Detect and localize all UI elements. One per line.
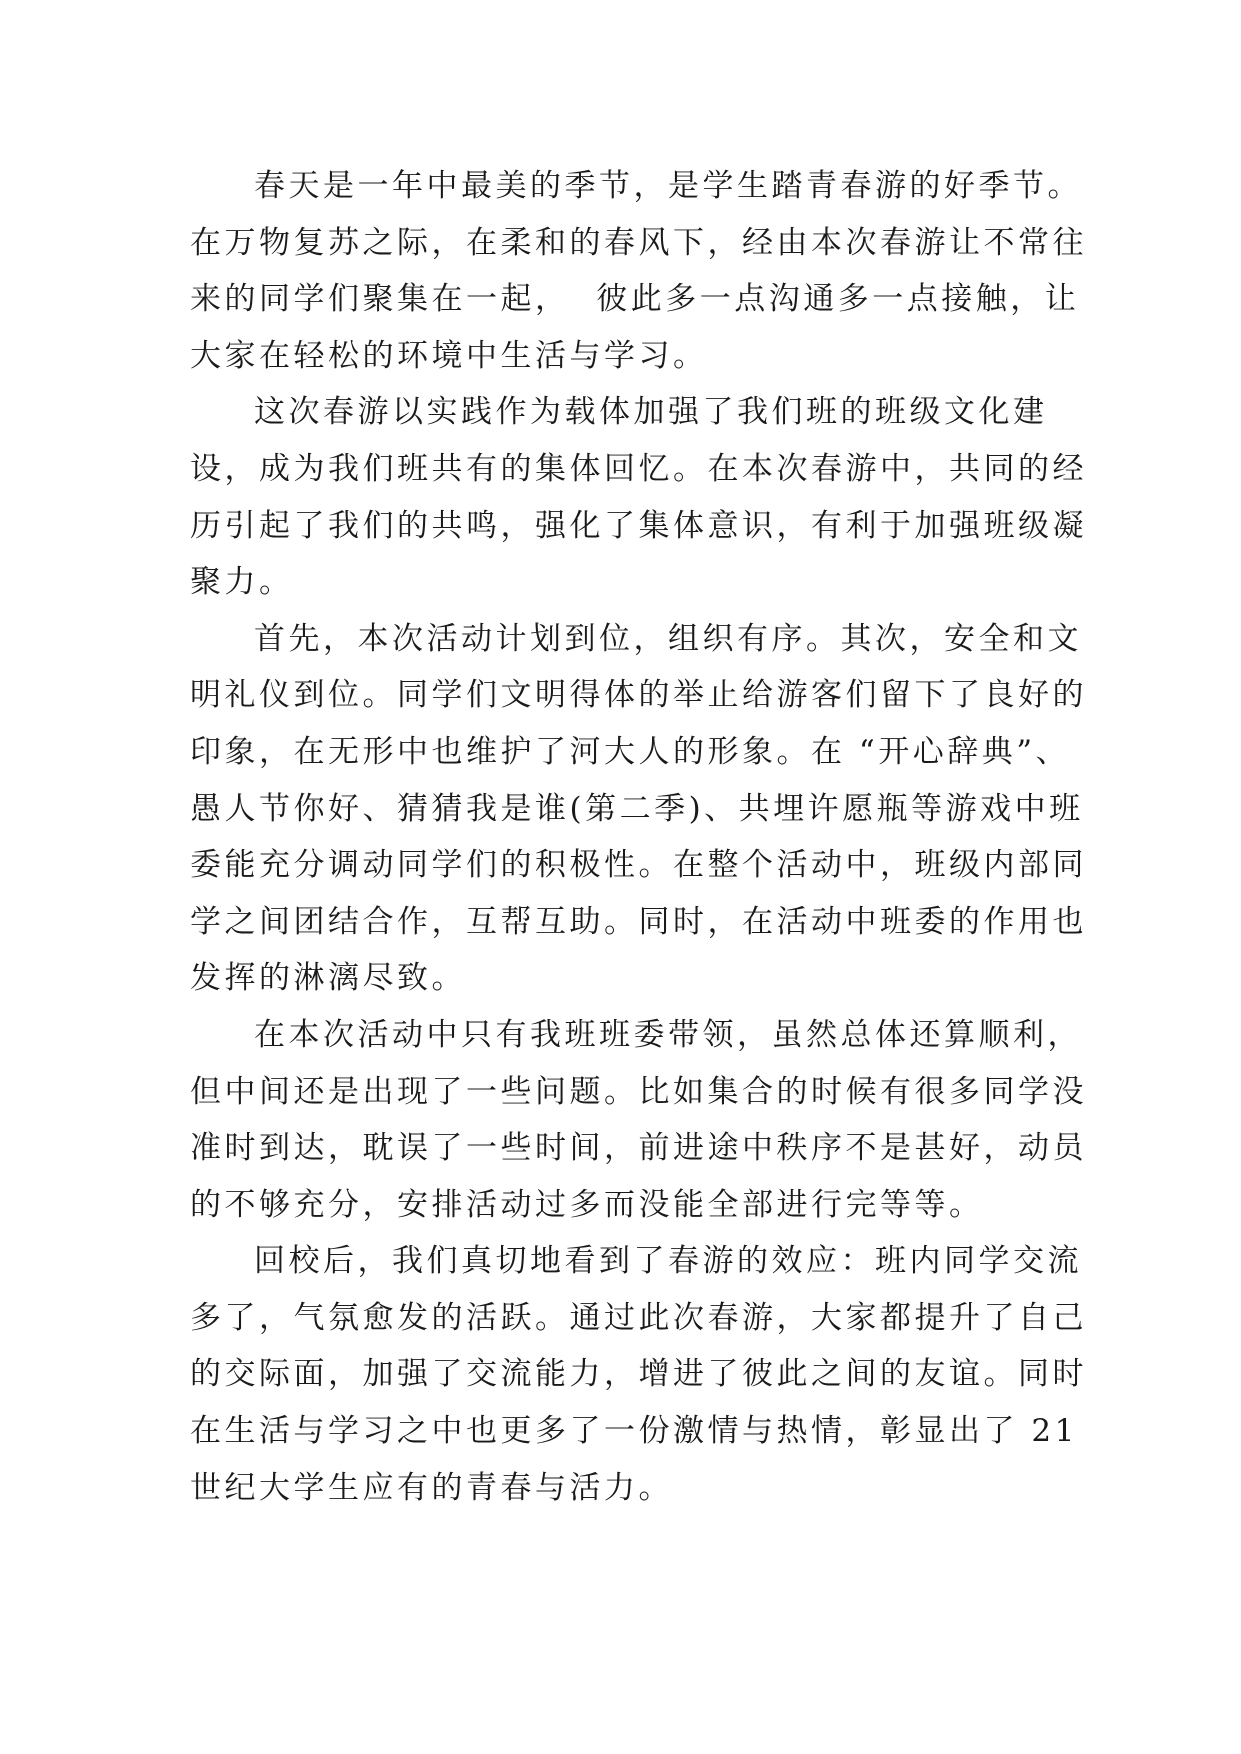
paragraph-line: 发挥的淋漓尽致。 <box>190 960 466 997</box>
paragraph-line: 大家在轻松的环境中生活与学习。 <box>190 337 708 374</box>
paragraph-line: 在万物复苏之际，在柔和的春风下，经由本次春游让不常往 <box>190 224 1087 261</box>
paragraph-line: 来的同学们聚集在一起， 彼此多一点沟通多一点接触，让 <box>190 281 1080 318</box>
paragraph-line: 历引起了我们的共鸣，强化了集体意识，有利于加强班级凝 <box>190 507 1087 544</box>
paragraph-line: 愚人节你好、猜猜我是谁(第二季)、共埋许愿瓶等游戏中班 <box>190 790 1084 827</box>
paragraph-line: 明礼仪到位。同学们文明得体的举止给游客们留下了良好的 <box>190 677 1087 714</box>
paragraph-line: 回校后，我们真切地看到了春游的效应：班内同学交流 <box>254 1243 1082 1280</box>
paragraph-line: 首先，本次活动计划到位，组织有序。其次，安全和文 <box>254 620 1082 657</box>
paragraph-line: 学之间团结合作，互帮互助。同时，在活动中班委的作用也 <box>190 903 1087 940</box>
paragraph-line: 的交际面，加强了交流能力，增进了彼此之间的友谊。同时 <box>190 1356 1087 1393</box>
paragraph-2 <box>190 384 1087 610</box>
paragraph-1 <box>190 158 1087 384</box>
paragraph-5 <box>190 1233 1087 1516</box>
paragraph-line: 在本次活动中只有我班班委带领，虽然总体还算顺利， <box>254 1016 1082 1053</box>
paragraph-line: 世纪大学生应有的青春与活力。 <box>190 1469 673 1506</box>
paragraph-3 <box>190 611 1087 1007</box>
paragraph-line: 但中间还是出现了一些问题。比如集合的时候有很多同学没 <box>190 1073 1087 1110</box>
paragraph-line: 在生活与学习之中也更多了一份激情与热情，彰显出了 21 <box>190 1413 1078 1450</box>
paragraph-line: 这次春游以实践作为载体加强了我们班的班级文化建 <box>254 394 1048 431</box>
document-body <box>190 158 1087 1516</box>
paragraph-line: 多了，气氛愈发的活跃。通过此次春游，大家都提升了自己 <box>190 1299 1087 1336</box>
paragraph-line: 设，成为我们班共有的集体回忆。在本次春游中，共同的经 <box>190 450 1087 487</box>
paragraph-line: 委能充分调动同学们的积极性。在整个活动中，班级内部同 <box>190 847 1087 884</box>
paragraph-line: 准时到达，耽误了一些时间，前进途中秩序不是甚好，动员 <box>190 1130 1087 1167</box>
paragraph-line: 聚力。 <box>190 564 294 601</box>
paragraph-4 <box>190 1007 1087 1233</box>
paragraph-line: 春天是一年中最美的季节，是学生踏青春游的好季节。 <box>254 168 1082 204</box>
paragraph-line: 印象，在无形中也维护了河大人的形象。在 “开心辞典”、 <box>190 733 1071 770</box>
paragraph-line: 的不够充分，安排活动过多而没能全部进行完等等。 <box>190 1186 984 1223</box>
